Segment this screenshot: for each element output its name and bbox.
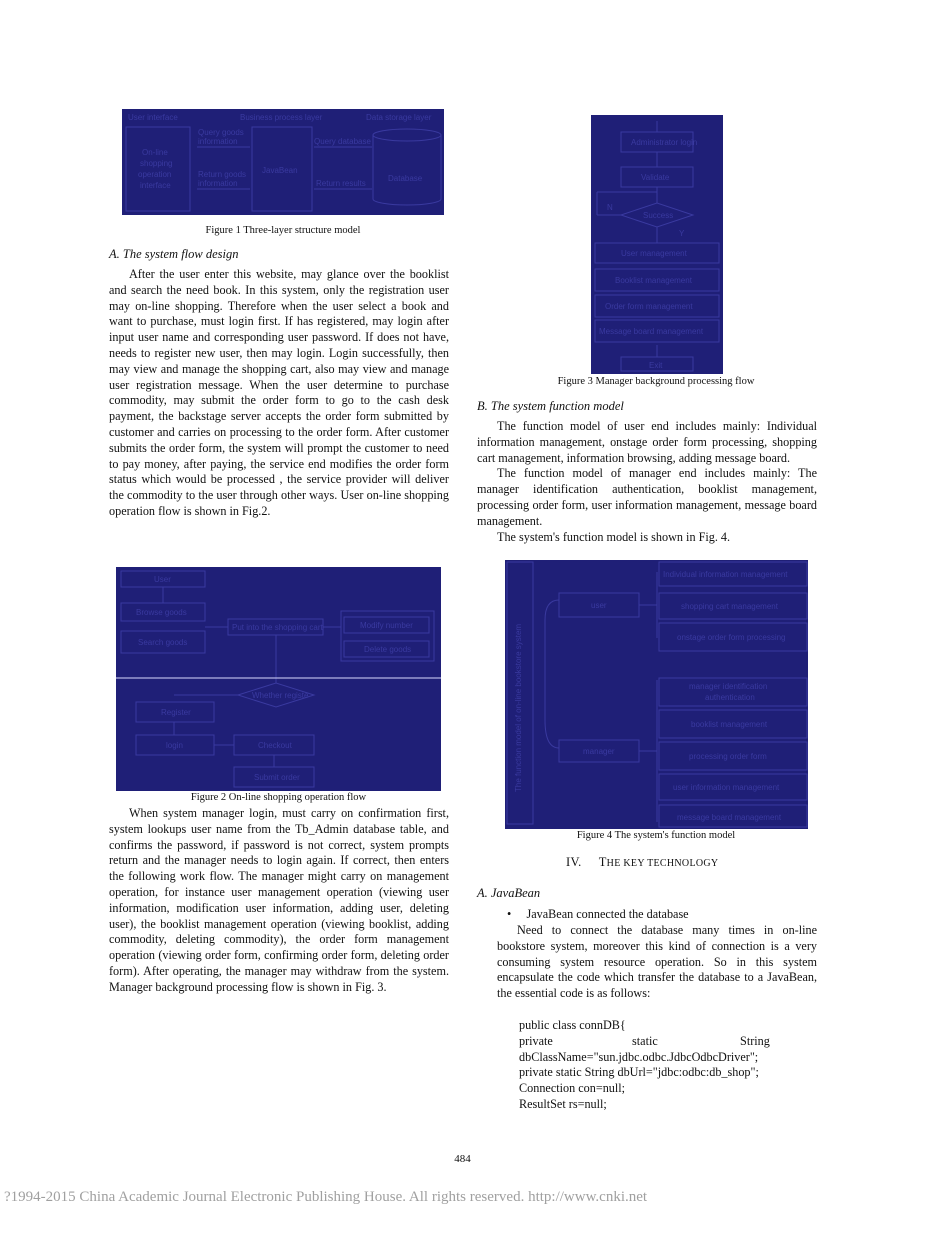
function-model-diagram [505,560,808,829]
code-line: dbClassName="sun.jdbc.odbc.JdbcOdbcDriver"; [519,1049,759,1064]
fig2-delete: Delete goods [364,645,412,654]
shopping-flow-diagram [116,567,441,791]
fig2-submit-order: Submit order [254,773,300,782]
section-b-heading: B. The system function model [477,399,624,413]
fig3-success: Success [643,211,674,220]
fig1-user-interface: User interface [128,113,178,122]
fig1-query-goods-2: information [198,137,238,146]
fig2-modify: Modify number [360,621,413,630]
fig1-online-op-3: operation [138,170,172,179]
fig4-onstage-order: onstage order form processing [677,633,786,642]
code-block [519,1018,817,1113]
javabean-bullet-text: JavaBean connected the database [526,907,689,921]
fig1-online-op-2: shopping [140,159,173,168]
section-a-heading: A. The system flow design [109,247,239,261]
figure-4-caption: Figure 4 The system's function model [576,830,736,841]
fig2-login: login [166,741,183,750]
section-a-body [109,267,449,520]
figure-1-image [122,109,444,215]
fig1-query-goods-1: Query goods [198,128,244,137]
bullet-dot-icon: • [507,907,512,921]
fig4-processing-order: processing order form [689,752,767,761]
section-iv-heading-first: T [598,855,607,869]
javabean-bullet [507,907,689,923]
manager-flow-diagram [591,115,723,374]
database-body [373,135,441,205]
fig2-browse: Browse goods [136,608,187,617]
fig4-manager-auth-2: authentication [705,693,755,702]
fig3-validate: Validate [641,173,670,182]
section-iv-heading [566,855,718,870]
section-iv-numeral: IV. [566,855,582,869]
javabean-heading: A. JavaBean [477,886,541,900]
section-b-paragraph-1: The function model of user end includes mainly: Individual information management, onstage order form processing, shopping cart management, information browsing, adding message board. [477,419,817,465]
database-top [373,129,441,141]
code-line: Connection con=null; [519,1081,626,1096]
fig4-user-info: user information management [673,783,780,792]
fig1-online-op-1: On-line [142,148,168,157]
section-iv-heading-rest: HE KEY TECHNOLOGY [606,858,719,869]
fig3-exit: Exit [649,361,663,370]
fig3-booklist-mgmt: Booklist management [615,276,692,285]
fig4-user: user [591,601,607,610]
fig4-booklist: booklist management [691,720,768,729]
fig4-shopping-cart: shopping cart management [681,602,778,611]
fig1-data-layer: Data storage layer [366,113,432,122]
three-layer-diagram [122,109,444,215]
fig3-n: N [607,203,613,212]
fig1-javabean: JavaBean [262,166,298,175]
fig1-return-results: Return results [316,179,366,188]
fig1-return-goods-2: information [198,179,238,188]
fig2-user: User [154,575,171,584]
section-b-paragraph-2: The function model of manager end includes mainly: The manager identification authentication, booklist management, processing order form, user information management, message board management. [477,466,817,528]
section-a-paragraph: After the user enter this website, may glance over the booklist and search the need book. In this system, only the registration user may on-line shopping. Therefore when the user select a book and want to purchase, must login first. If has registered, may login after input user name and corresponding user password. If does not have, needs to register new user, then may login. Login successfully, then may view and manage the shopping cart, also may view and manage user registration message. When the user determine to purchase commodity, may submit the order form to go to the cash desk payment, the backstage server accepts the order form submitted by customer and carries on processing to the order form. After customer submits the order form, the system will prompt the customer to need to pay money, after paying, the service end modifies the order form status which would be processed , the service provider will deliver the commodity to the user through other ways. User on-line shopping operation flow is shown in Fig.2. [109,267,449,518]
fig1-database: Database [388,174,423,183]
figure-3-caption: Figure 3 Manager background processing flow [557,376,755,387]
javabean-body [497,923,817,1002]
fig4-manager-auth-1: manager identification [689,682,768,691]
fig3-user-mgmt: User management [621,249,687,258]
online-op-box [126,127,190,211]
fig2-search: Search goods [138,638,188,647]
code-line: public class connDB{ [519,1018,626,1032]
fig3-order-mgmt: Order form management [605,302,693,311]
fig2-put-cart: Put into the shopping cart [232,623,323,632]
fig2-register: Register [161,708,191,717]
page-number: 484 [454,1153,471,1165]
fig1-online-op-4: interface [140,181,171,190]
fig3-message-mgmt: Message board management [599,327,704,336]
fig4-manager: manager [583,747,615,756]
fig4-individual-info: Individual information management [663,570,788,579]
figure-2-image [116,567,441,791]
figure-2-caption: Figure 2 On-line shopping operation flow [190,792,367,803]
figure-3-image [591,115,723,374]
fig1-business-layer: Business process layer [240,113,323,122]
code-line: private static String [519,1033,770,1048]
fig2-register-judge: Whether registe [252,691,309,700]
code-line: ResultSet rs=null; [519,1096,607,1111]
section-b-body [477,419,817,545]
fig4-message-board: message board management [677,813,782,822]
fig1-query-db: Query database [314,137,371,146]
code-line: private static String dbUrl="jdbc:odbc:db_shop"; [519,1065,759,1080]
figure-1-caption: Figure 1 Three-layer structure model [205,225,361,236]
manager-login-paragraph: When system manager login, must carry on confirmation first, system lookups user name from the Tb_Admin database table, and confirms the password, if password is not correct, system prompts return and the manager needs to login again. If correct, then enters the following work flow. The manager might carry on management operation, for instance user management operation (viewing user information, modification user information, adding user, deleting user), the booklist management operation (viewing booklist, adding commodity, deleting commodity), the order form management operation (viewing order form, confirming order form, deleting order form). After operating, the manager may withdraw from the system. Manager background processing flow is shown in Fig. 3. [109,806,449,994]
section-b-paragraph-3: The system's function model is shown in Fig. 4. [497,529,731,544]
fig1-return-goods-1: Return goods [198,170,247,179]
copyright-footer: ?1994-2015 China Academic Journal Electronic Publishing House. All rights reserved. http://www.cnki.net [4,1189,648,1205]
fig3-y: Y [679,229,685,238]
figure-4-image [505,560,808,829]
fig4-vertical-title: The function model of on-line bookstore system [514,623,523,792]
javabean-paragraph: Need to connect the database many times in on-line bookstore system, moreover this kind of connection is a very consuming system resource operation. So in this system encapsulate the code which transfer the database to a JavaBean, the essential code is as follows: [497,923,817,1001]
fig2-checkout: Checkout [258,741,292,750]
fig3-admin-login: Administrator login [631,138,698,147]
manager-login-body [109,806,449,996]
